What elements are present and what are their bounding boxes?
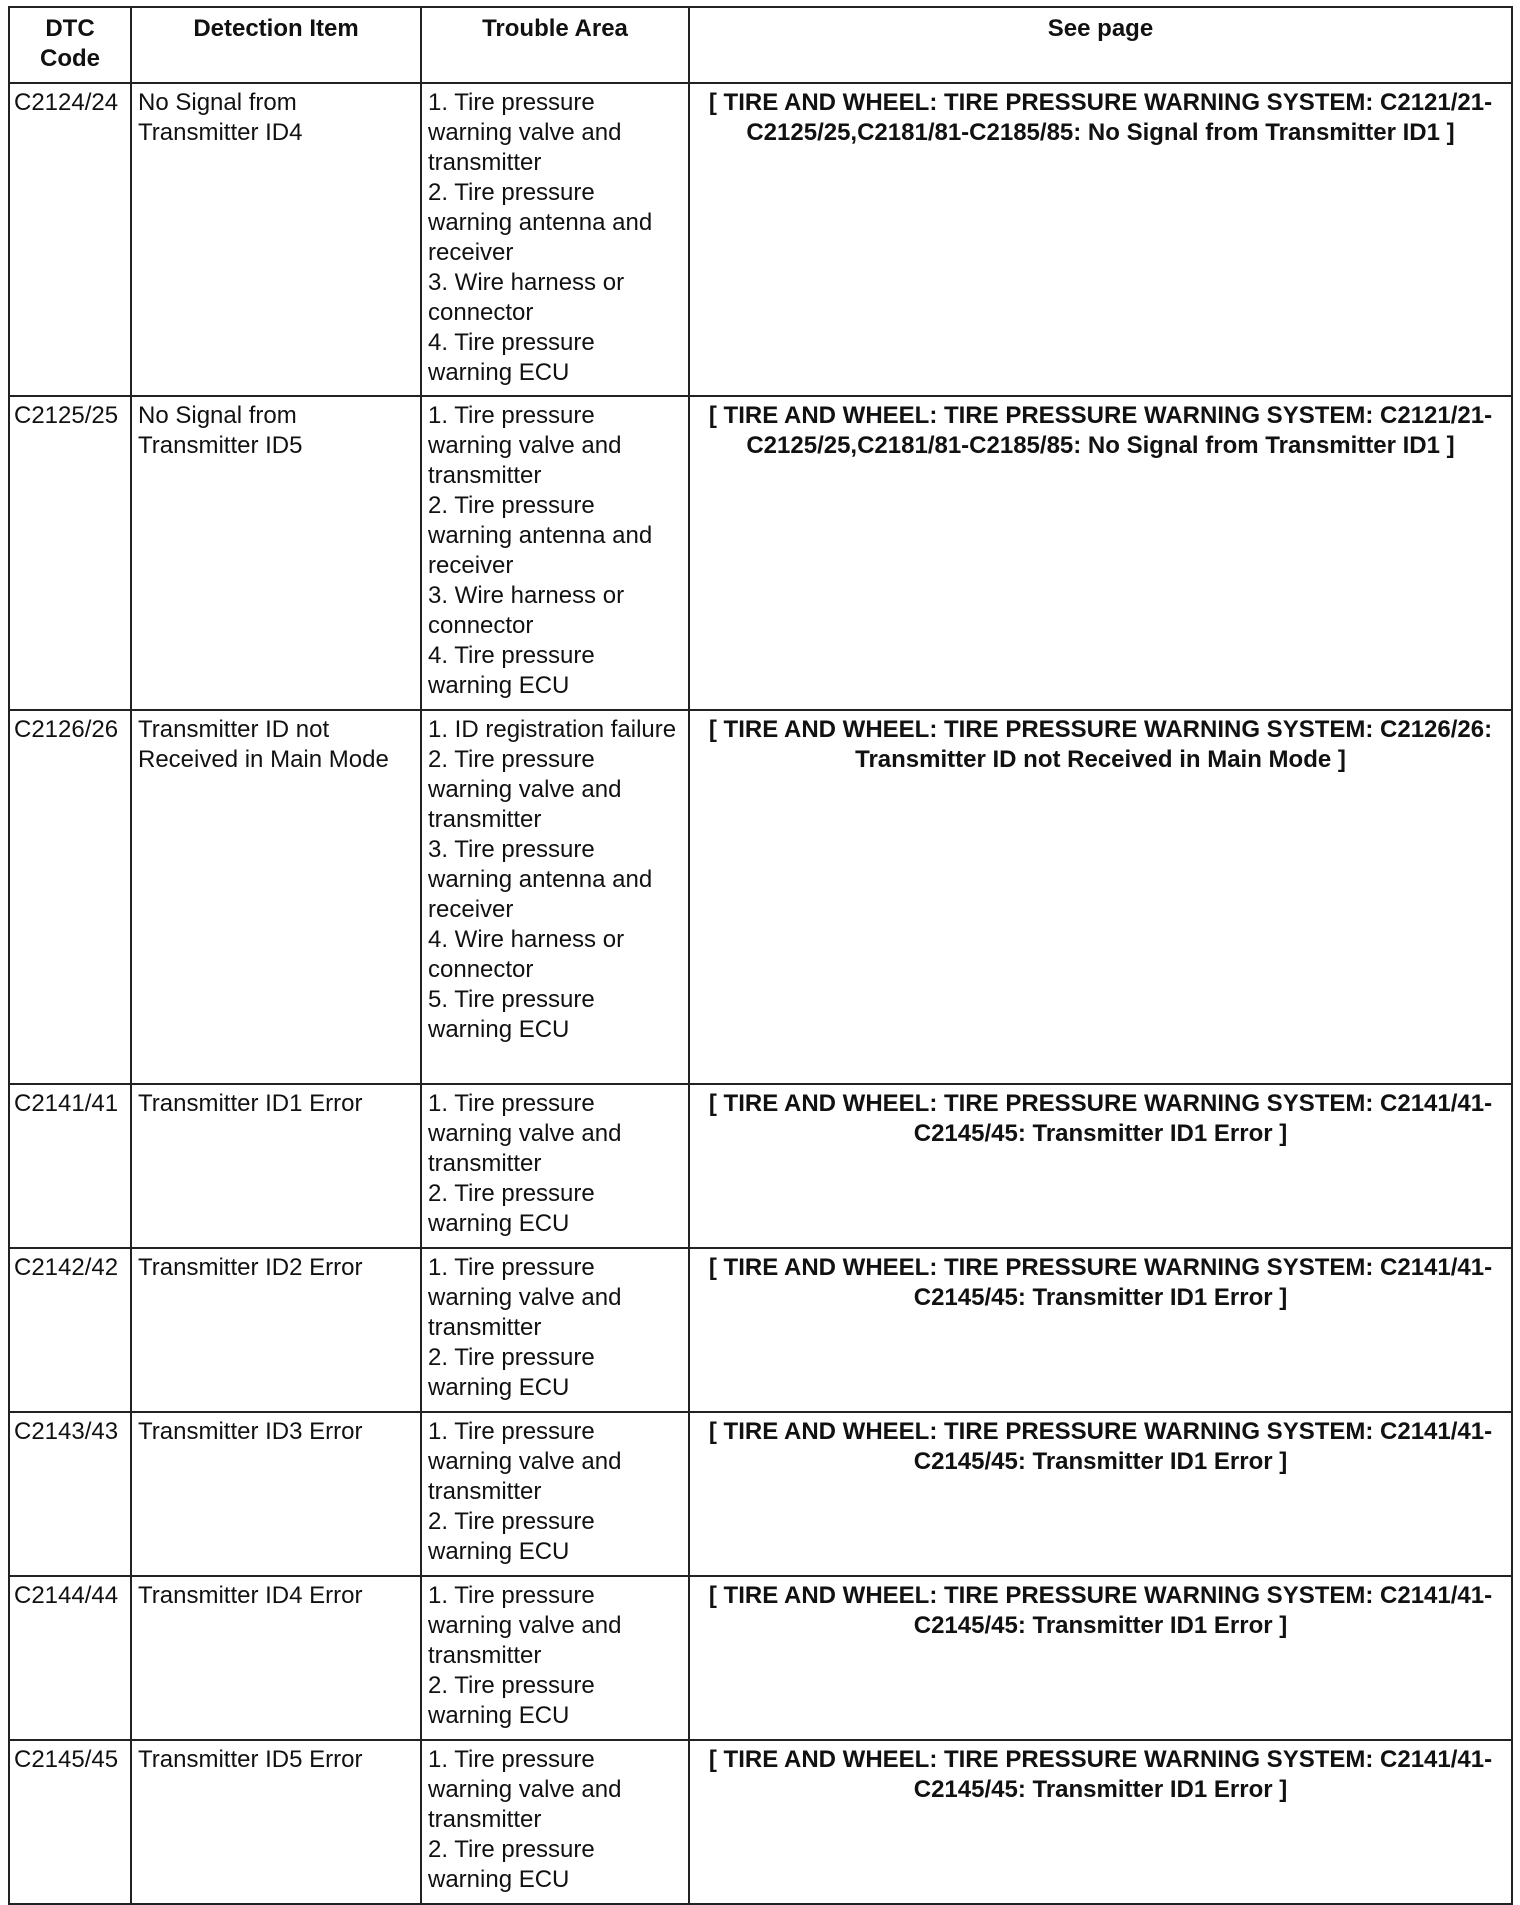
- trouble-area-item: 4. Tire pressure warning ECU: [428, 329, 595, 386]
- dtc-code-cell: C2143/43: [9, 1412, 131, 1576]
- table-row: [9, 83, 1512, 396]
- trouble-area-item: 3. Tire pressure warning antenna and receiver: [428, 836, 653, 923]
- dtc-code-cell: C2145/45: [9, 1740, 131, 1904]
- trouble-area-item: 1. ID registration failure: [428, 716, 677, 743]
- dtc-code-cell: C2125/25: [9, 396, 131, 710]
- table-row: [9, 396, 1512, 710]
- table-row: [9, 1412, 1512, 1576]
- trouble-area-item: 2. Tire pressure warning valve and transmitter: [428, 746, 622, 833]
- detection-item-cell: Transmitter ID2 Error: [131, 1248, 421, 1412]
- trouble-area-cell: [421, 396, 689, 710]
- trouble-area-cell: [421, 83, 689, 396]
- header-detection-item: Detection Item: [131, 7, 421, 83]
- trouble-area-item: 4. Wire harness or connector: [428, 926, 625, 983]
- trouble-area-item: 1. Tire pressure warning valve and transmitter: [428, 1254, 622, 1341]
- detection-item-cell: No Signal from Transmitter ID4: [131, 83, 421, 396]
- detection-item-cell: Transmitter ID not Received in Main Mode: [131, 710, 421, 1084]
- trouble-area-item: 5. Tire pressure warning ECU: [428, 986, 595, 1043]
- see-page-link[interactable]: [ TIRE AND WHEEL: TIRE PRESSURE WARNING SYSTEM: C2121/21-C2125/25,C2181/81-C2185/85: No Signal from Transmitter ID1 ]: [689, 83, 1512, 396]
- table-body: [9, 83, 1512, 1904]
- trouble-area-item: 3. Wire harness or connector: [428, 269, 625, 326]
- detection-item-cell: Transmitter ID1 Error: [131, 1084, 421, 1248]
- trouble-area-item: 1. Tire pressure warning valve and transmitter: [428, 89, 622, 176]
- table-row: [9, 710, 1512, 1084]
- see-page-link[interactable]: [ TIRE AND WHEEL: TIRE PRESSURE WARNING SYSTEM: C2141/41-C2145/45: Transmitter ID1 Error ]: [689, 1248, 1512, 1412]
- trouble-area-item: 1. Tire pressure warning valve and transmitter: [428, 1090, 622, 1177]
- see-page-link[interactable]: [ TIRE AND WHEEL: TIRE PRESSURE WARNING SYSTEM: C2126/26: Transmitter ID not Received in Main Mode ]: [689, 710, 1512, 1084]
- table-row: [9, 1740, 1512, 1904]
- detection-item-cell: No Signal from Transmitter ID5: [131, 396, 421, 710]
- trouble-area-cell: [421, 1412, 689, 1576]
- trouble-area-cell: [421, 1248, 689, 1412]
- dtc-table: [8, 6, 1513, 1905]
- trouble-area-item: 1. Tire pressure warning valve and transmitter: [428, 402, 622, 489]
- table-header-row: [9, 7, 1512, 83]
- dtc-code-cell: C2142/42: [9, 1248, 131, 1412]
- trouble-area-item: 2. Tire pressure warning ECU: [428, 1508, 595, 1565]
- header-dtc-code-line: DTC: [45, 15, 95, 42]
- trouble-area-item: 1. Tire pressure warning valve and transmitter: [428, 1418, 622, 1505]
- see-page-link[interactable]: [ TIRE AND WHEEL: TIRE PRESSURE WARNING SYSTEM: C2141/41-C2145/45: Transmitter ID1 Error ]: [689, 1084, 1512, 1248]
- table-row: [9, 1248, 1512, 1412]
- header-trouble-area: Trouble Area: [421, 7, 689, 83]
- detection-item-cell: Transmitter ID3 Error: [131, 1412, 421, 1576]
- trouble-area-item: 2. Tire pressure warning ECU: [428, 1672, 595, 1729]
- trouble-area-cell: [421, 1084, 689, 1248]
- trouble-area-item: 4. Tire pressure warning ECU: [428, 642, 595, 699]
- header-dtc-code: [9, 7, 131, 83]
- dtc-code-cell: C2141/41: [9, 1084, 131, 1248]
- trouble-area-item: 1. Tire pressure warning valve and transmitter: [428, 1582, 622, 1669]
- trouble-area-item: 2. Tire pressure warning ECU: [428, 1836, 595, 1893]
- dtc-code-cell: C2126/26: [9, 710, 131, 1084]
- trouble-area-item: 2. Tire pressure warning antenna and receiver: [428, 179, 653, 266]
- header-dtc-code-line: Code: [40, 45, 100, 72]
- trouble-area-cell: [421, 710, 689, 1084]
- see-page-link[interactable]: [ TIRE AND WHEEL: TIRE PRESSURE WARNING SYSTEM: C2121/21-C2125/25,C2181/81-C2185/85: No Signal from Transmitter ID1 ]: [689, 396, 1512, 710]
- table-row: [9, 1576, 1512, 1740]
- trouble-area-item: 3. Wire harness or connector: [428, 582, 625, 639]
- trouble-area-cell: [421, 1576, 689, 1740]
- table-row: [9, 1084, 1512, 1248]
- detection-item-cell: Transmitter ID4 Error: [131, 1576, 421, 1740]
- trouble-area-item: 2. Tire pressure warning antenna and receiver: [428, 492, 653, 579]
- detection-item-cell: Transmitter ID5 Error: [131, 1740, 421, 1904]
- dtc-code-cell: C2124/24: [9, 83, 131, 396]
- trouble-area-item: 1. Tire pressure warning valve and transmitter: [428, 1746, 622, 1833]
- header-see-page: See page: [689, 7, 1512, 83]
- see-page-link[interactable]: [ TIRE AND WHEEL: TIRE PRESSURE WARNING SYSTEM: C2141/41-C2145/45: Transmitter ID1 Error ]: [689, 1740, 1512, 1904]
- see-page-link[interactable]: [ TIRE AND WHEEL: TIRE PRESSURE WARNING SYSTEM: C2141/41-C2145/45: Transmitter ID1 Error ]: [689, 1576, 1512, 1740]
- trouble-area-item: 2. Tire pressure warning ECU: [428, 1344, 595, 1401]
- trouble-area-cell: [421, 1740, 689, 1904]
- dtc-code-cell: C2144/44: [9, 1576, 131, 1740]
- see-page-link[interactable]: [ TIRE AND WHEEL: TIRE PRESSURE WARNING SYSTEM: C2141/41-C2145/45: Transmitter ID1 Error ]: [689, 1412, 1512, 1576]
- trouble-area-item: 2. Tire pressure warning ECU: [428, 1180, 595, 1237]
